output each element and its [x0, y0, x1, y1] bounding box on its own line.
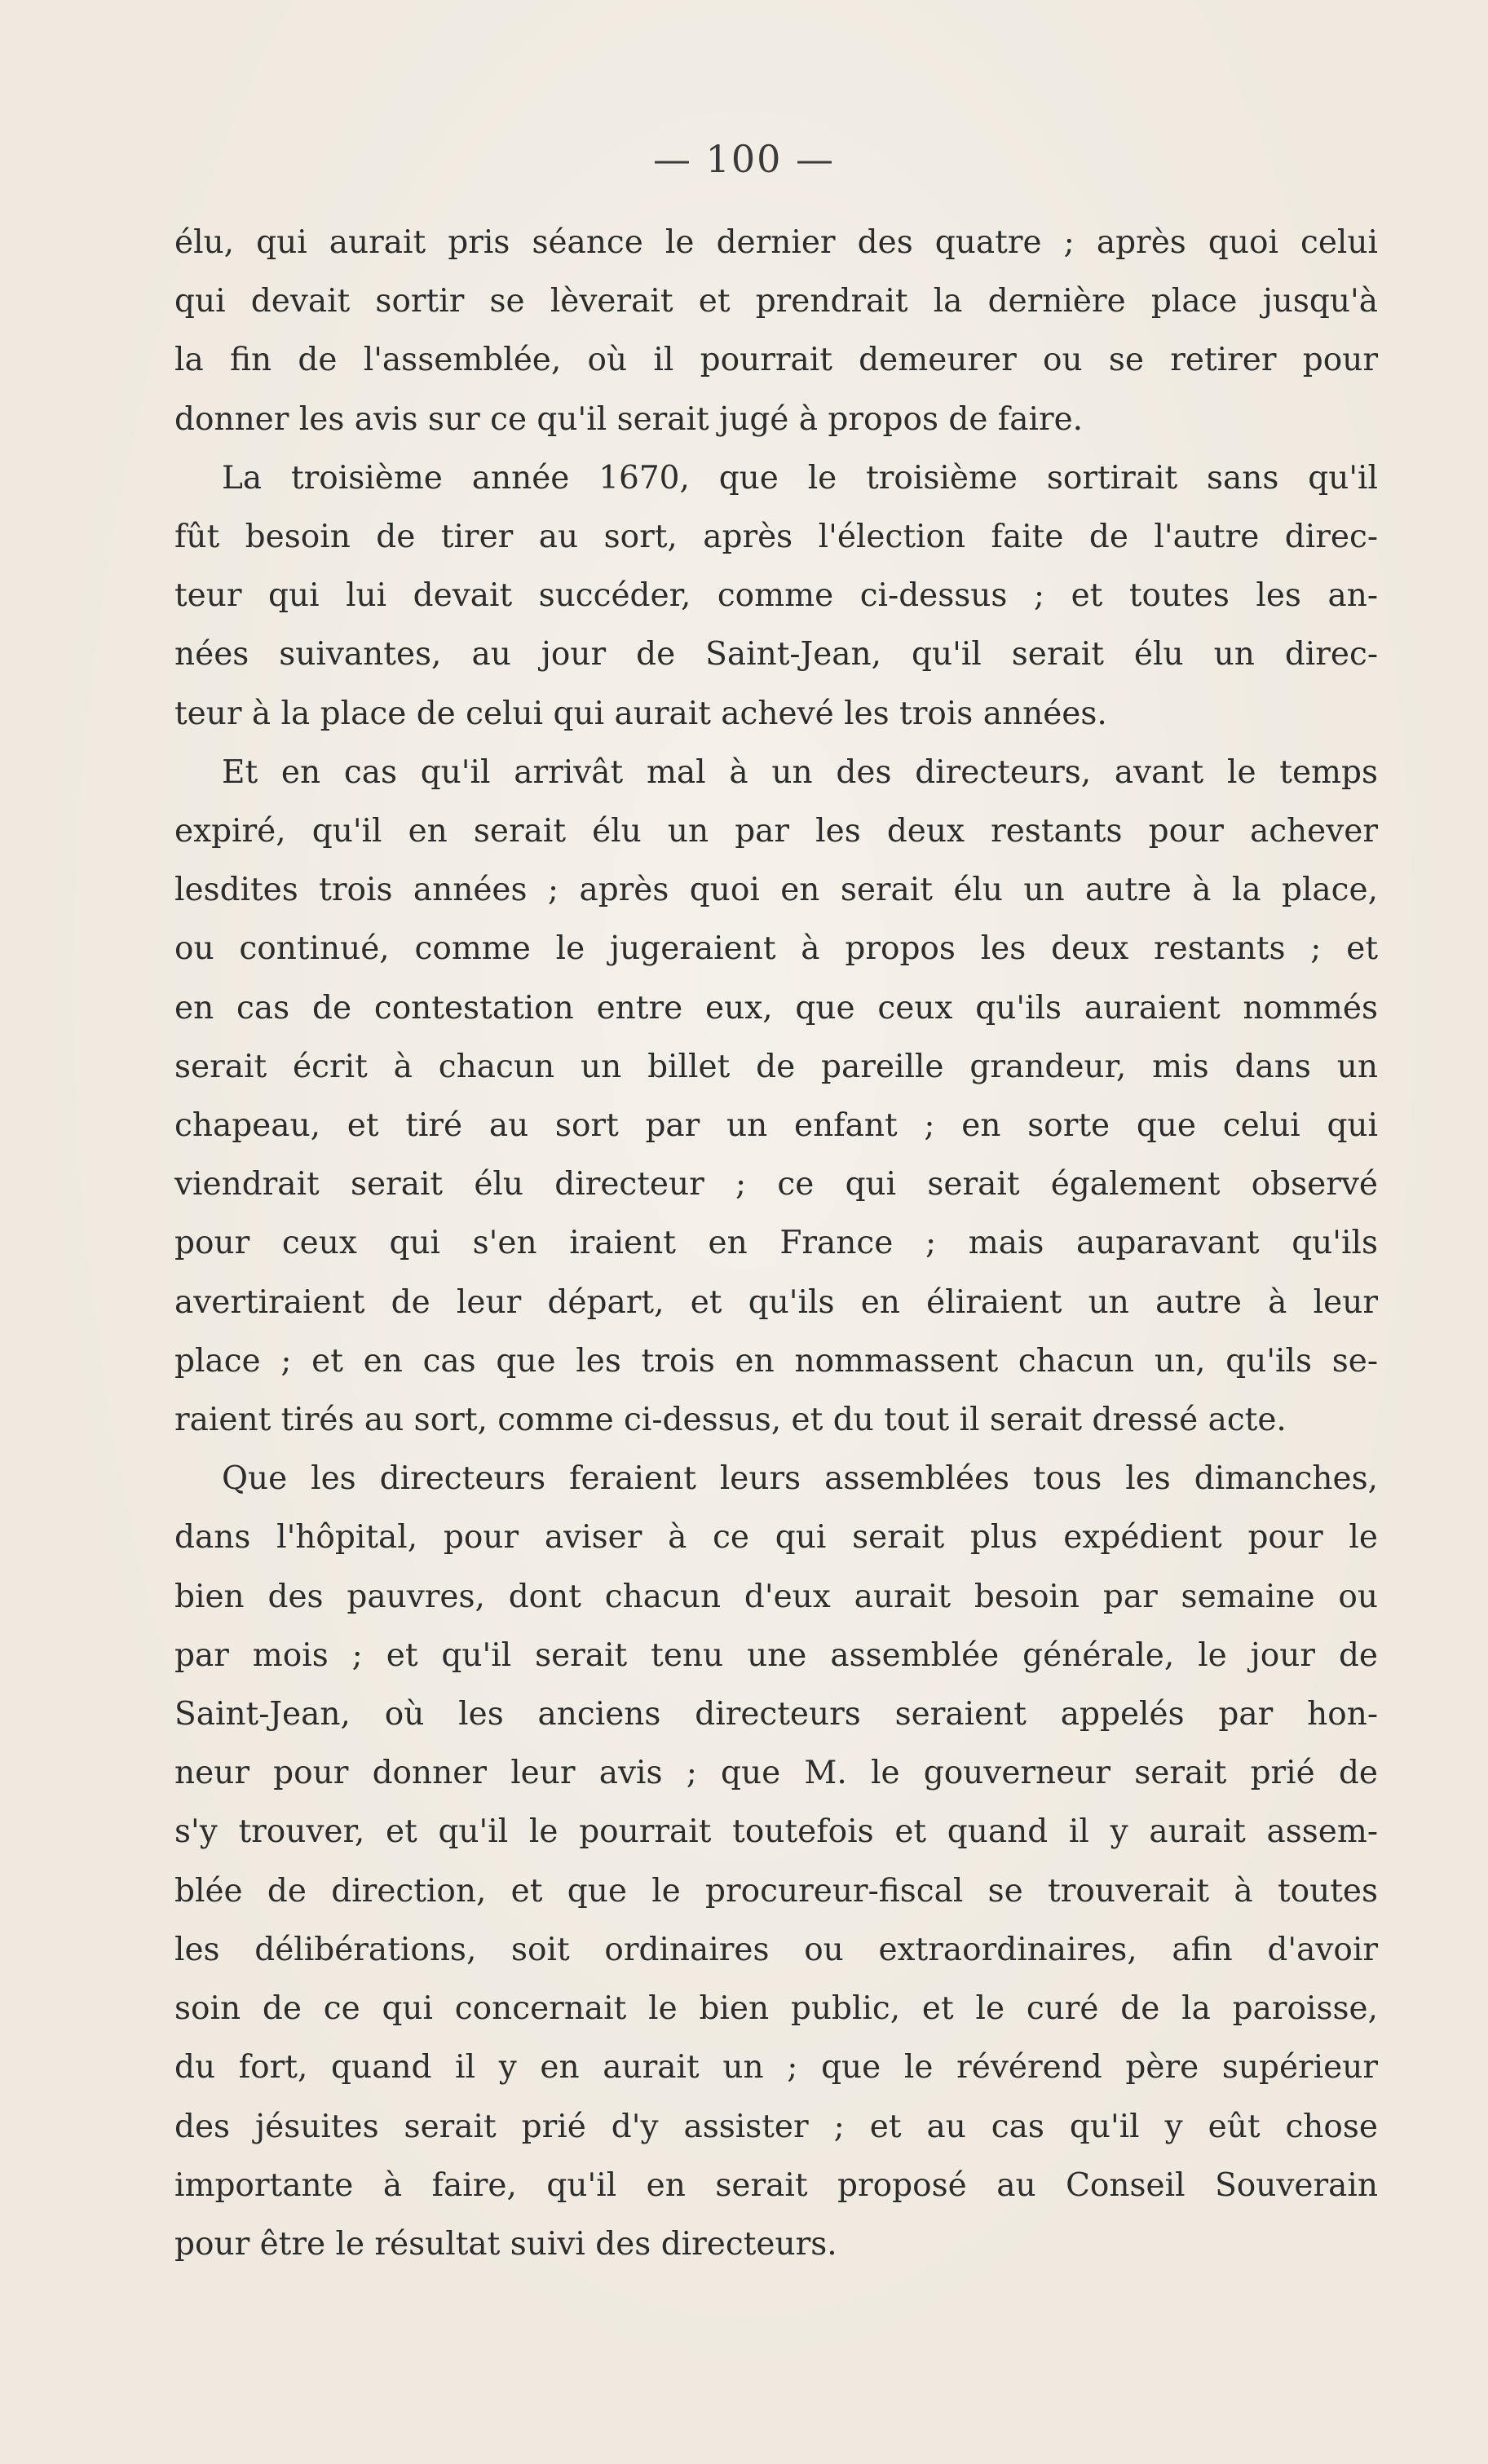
- text-line: Que les directeurs feraient leurs assemblées tous les dimanches,: [222, 1460, 1378, 1498]
- text-line: importante à faire, qu'il en serait proposé au Conseil Souverain: [174, 2166, 1378, 2204]
- text-line: blée de direction, et que le procureur-fiscal se trouverait à toutes: [174, 1872, 1378, 1910]
- text-line: la fin de l'assemblée, où il pourrait demeurer ou se retirer pour: [174, 342, 1378, 379]
- text-line: La troisième année 1670, que le troisième sortirait sans qu'il: [222, 459, 1378, 497]
- text-line: avertiraient de leur départ, et qu'ils en éliraient un autre à leur: [174, 1283, 1378, 1321]
- text-line: Saint-Jean, où les anciens directeurs seraient appelés par hon-: [174, 1696, 1378, 1733]
- text-line: viendrait serait élu directeur ; ce qui serait également observé: [174, 1166, 1378, 1203]
- text-line: bien des pauvres, dont chacun d'eux aurait besoin par semaine ou: [174, 1578, 1378, 1615]
- text-line: serait écrit à chacun un billet de pareille grandeur, mis dans un: [174, 1048, 1378, 1085]
- text-line: soin de ce qui concernait le bien public, et le curé de la paroisse,: [174, 1990, 1378, 2028]
- text-line: chapeau, et tiré au sort par un enfant ; en sorte que celui qui: [174, 1107, 1378, 1145]
- text-line: les délibérations, soit ordinaires ou extraordinaires, afin d'avoir: [174, 1931, 1378, 1968]
- text-line: place ; et en cas que les trois en nommassent chacun un, qu'ils se-: [174, 1342, 1378, 1380]
- text-line: fût besoin de tirer au sort, après l'élection faite de l'autre direc-: [174, 519, 1378, 556]
- text-line: neur pour donner leur avis ; que M. le gouverneur serait prié de: [174, 1755, 1378, 1792]
- text-line: ou continué, comme le jugeraient à propos les deux restants ; et: [174, 930, 1378, 968]
- text-line: des jésuites serait prié d'y assister ; et au cas qu'il y eût chose: [174, 2108, 1378, 2145]
- text-line: élu, qui aurait pris séance le dernier des quatre ; après quoi celui: [174, 224, 1378, 261]
- text-line: Et en cas qu'il arrivât mal à un des directeurs, avant le temps: [222, 753, 1378, 791]
- text-line: pour ceux qui s'en iraient en France ; mais auparavant qu'ils: [174, 1225, 1378, 1262]
- text-line: lesdites trois années ; après quoi en serait élu un autre à la place,: [174, 872, 1378, 909]
- text-line: raient tirés au sort, comme ci-dessus, et du tout il serait dressé acte.: [174, 1402, 1287, 1439]
- text-line: teur qui lui devait succéder, comme ci-dessus ; et toutes les an-: [174, 577, 1378, 615]
- text-line: teur à la place de celui qui aurait achevé les trois années.: [174, 695, 1107, 732]
- body-text: [174, 214, 1378, 2274]
- page-number: — 100 —: [652, 137, 836, 181]
- text-line: par mois ; et qu'il serait tenu une assemblée générale, le jour de: [174, 1636, 1378, 1674]
- text-line: en cas de contestation entre eux, que ceux qu'ils auraient nommés: [174, 989, 1378, 1027]
- text-line: du fort, quand il y en aurait un ; que le révérend père supérieur: [174, 2049, 1378, 2086]
- text-line: pour être le résultat suivi des directeurs.: [174, 2225, 837, 2263]
- text-line: nées suivantes, au jour de Saint-Jean, qu'il serait élu un direc-: [174, 636, 1378, 673]
- text-line: qui devait sortir se lèverait et prendrait la dernière place jusqu'à: [174, 283, 1378, 320]
- text-line: dans l'hôpital, pour aviser à ce qui serait plus expédient pour le: [174, 1519, 1378, 1557]
- text-line: expiré, qu'il en serait élu un par les deux restants pour achever: [174, 813, 1378, 850]
- text-line: s'y trouver, et qu'il le pourrait toutefois et quand il y aurait assem-: [174, 1813, 1378, 1851]
- text-line: donner les avis sur ce qu'il serait jugé à propos de faire.: [174, 400, 1084, 438]
